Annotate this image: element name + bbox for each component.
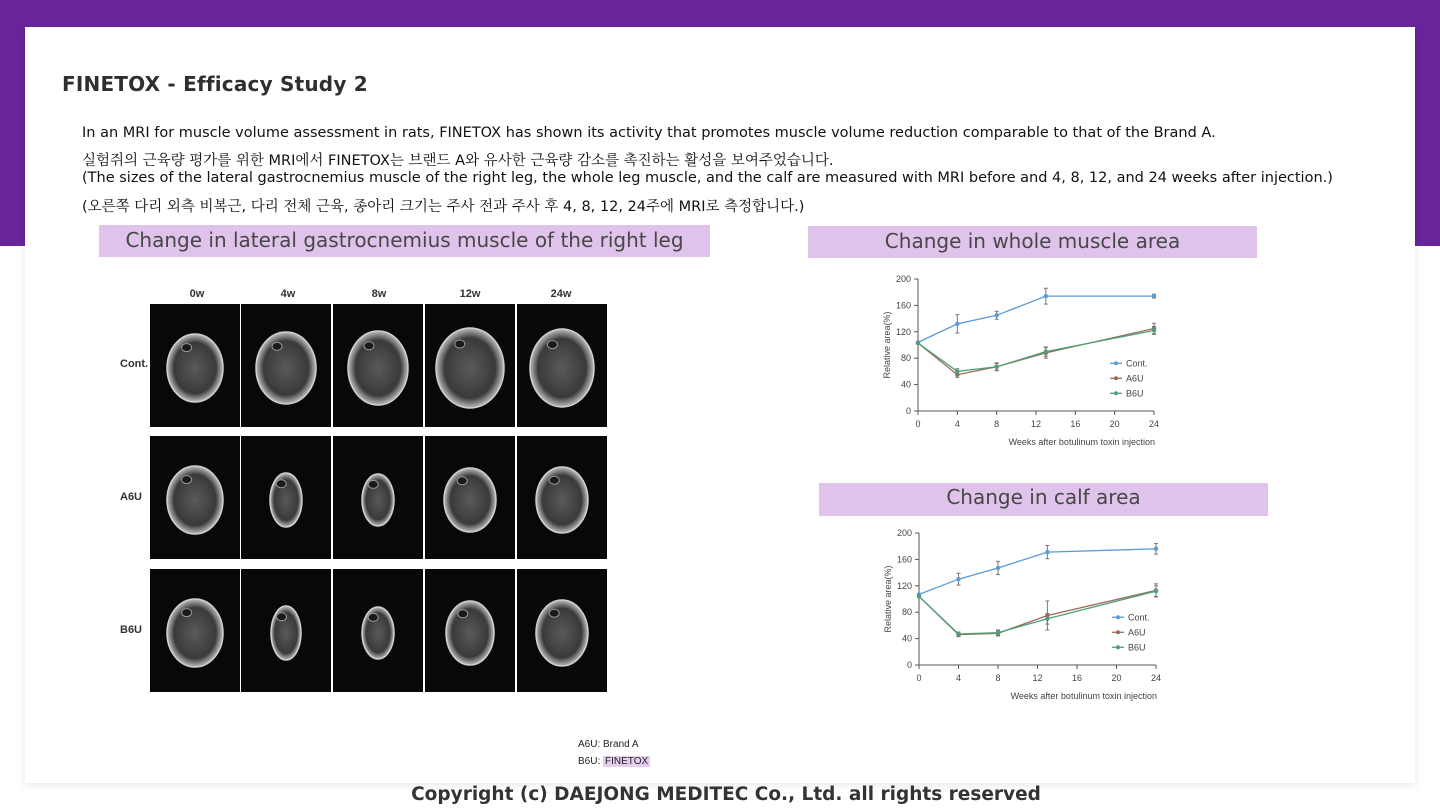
calf-area-line-cont [919,549,1156,595]
calf-area-xtick-8: 8 [995,673,1001,683]
calf-area-chart [878,518,1168,705]
whole-muscle-point-cont-1 [955,322,959,326]
calf-area-legend-marker-cont [1116,615,1120,619]
column-label-4w: 4w [280,288,296,300]
column-label-24w: 24w [550,288,572,300]
calf-area-point-cont-2 [996,566,1000,570]
whole-muscle-point-b6u-3 [1044,349,1048,353]
page-title: FINETOX - Efficacy Study 2 [62,72,368,96]
calf-area-ytick-40: 40 [901,633,912,644]
calf-area-line-b6u [919,591,1156,634]
calf-area-xtick-0: 0 [916,673,922,683]
mri-scan-a6u-12w [425,436,515,559]
whole-muscle-point-b6u-4 [1152,328,1156,332]
whole-muscle-point-b6u-0 [916,341,920,345]
calf-area-legend-marker-b6u [1116,645,1120,649]
calf-area-ytick-200: 200 [896,528,912,538]
legend-note-b6u-prefix: B6U: [578,756,604,767]
measurement-note-english: (The sizes of the lateral gastrocnemius muscle of the right leg, the whole leg muscle, and the calf are measured with MRI before and 4, 8, 12, and 24 weeks after injection.) [82,170,1333,186]
calf-area-legend-b6u: B6U [1128,642,1146,653]
whole-muscle-ytick-80: 80 [900,353,911,364]
calf-area-chart-svg [878,518,1168,705]
whole-muscle-chart [872,262,1168,451]
calf-area-title: Change in calf area [819,483,1268,516]
mri-scan-a6u-0w [150,436,240,559]
whole-muscle-legend-marker-cont [1114,361,1118,365]
legend-note-b6u [578,756,650,767]
whole-muscle-ytick-200: 200 [895,274,911,284]
calf-area-xtick-24: 24 [1150,673,1162,683]
calf-area-xtick-20: 20 [1111,673,1122,683]
calf-area-legend-marker-a6u [1116,630,1120,634]
whole-muscle-xtick-4: 4 [954,419,960,429]
legend-note-a6u: A6U: Brand A [578,739,639,750]
calf-area-point-b6u-0 [917,594,921,598]
whole-muscle-chart-svg [872,262,1168,451]
whole-muscle-point-cont-2 [994,313,998,317]
mri-scan-cont-12w [425,304,515,427]
intro-english: In an MRI for muscle volume assessment in rats, FINETOX has shown its activity that promotes muscle volume reduction comparable to that of the Brand A. [82,125,1216,141]
row-label-a6u: A6U [120,491,143,503]
calf-area-ytick-160: 160 [896,554,912,565]
calf-area-line-a6u [919,590,1156,634]
whole-muscle-xlabel: Weeks after botulinum toxin injection [1008,437,1155,447]
calf-area-point-cont-3 [1045,550,1049,554]
whole-muscle-point-b6u-2 [994,365,998,369]
row-label-b6u: B6U [120,624,143,636]
mri-scan-b6u-24w [517,569,607,692]
measurement-note-korean: (오른쪽 다리 외측 비복근, 다리 전체 근육, 종아리 크기는 주사 전과 주사 후 4, 8, 12, 24주에 MRI로 측정합니다.) [82,199,805,215]
calf-area-point-b6u-2 [996,630,1000,634]
calf-area-xtick-4: 4 [955,673,962,683]
calf-area-xtick-12: 12 [1032,673,1043,683]
mri-scan-cont-0w [150,304,240,427]
whole-muscle-xtick-20: 20 [1109,419,1120,429]
whole-muscle-legend-cont: Cont. [1126,358,1148,369]
calf-area-xtick-16: 16 [1071,673,1083,683]
calf-area-point-cont-1 [956,577,960,581]
whole-muscle-ylabel: Relative area(%) [882,311,892,379]
whole-muscle-legend-marker-b6u [1114,391,1118,395]
whole-muscle-point-b6u-1 [955,369,959,373]
calf-area-point-b6u-1 [956,632,960,636]
whole-muscle-point-cont-4 [1152,294,1156,298]
column-label-8w: 8w [371,288,387,300]
whole-muscle-ytick-0: 0 [905,406,911,416]
calf-area-legend-cont: Cont. [1128,612,1150,623]
mri-section-title: Change in lateral gastrocnemius muscle of the right leg [99,225,710,257]
whole-muscle-legend-b6u: B6U [1126,388,1144,399]
whole-muscle-point-cont-3 [1044,294,1048,298]
legend-note-finetox: FINETOX [605,756,649,767]
whole-muscle-legend-a6u: A6U [1126,373,1144,384]
mri-scan-cont-4w [241,304,331,427]
calf-area-ylabel: Relative area(%) [883,565,893,633]
whole-muscle-xtick-0: 0 [915,419,921,429]
mri-scan-a6u-4w [241,436,331,559]
whole-muscle-xtick-8: 8 [994,419,1000,429]
mri-scan-a6u-24w [517,436,607,559]
calf-area-ytick-120: 120 [896,580,912,591]
copyright-footer: Copyright (c) DAEJONG MEDITEC Co., Ltd. all rights reserved [411,784,1041,805]
column-label-12w: 12w [459,288,481,300]
whole-muscle-xtick-12: 12 [1030,419,1042,429]
calf-area-point-b6u-3 [1045,617,1049,621]
calf-area-xlabel: Weeks after botulinum toxin injection [1010,691,1157,701]
column-label-0w: 0w [189,288,205,300]
calf-area-ytick-0: 0 [906,660,912,670]
calf-area-point-b6u-4 [1154,589,1158,593]
intro-korean: 실험쥐의 근육량 평가를 위한 MRI에서 FINETOX는 브랜드 A와 유사한 근육량 감소를 촉진하는 활성을 보여주었습니다. [82,153,834,169]
calf-area-ytick-80: 80 [901,607,912,618]
calf-area-point-cont-4 [1154,547,1158,551]
mri-scan-b6u-4w [241,569,331,692]
row-label-cont: Cont. [120,358,149,370]
mri-scan-b6u-8w [333,569,423,692]
mri-image-grid [110,278,620,698]
mri-scan-a6u-8w [333,436,423,559]
calf-area-legend-a6u: A6U [1128,627,1146,638]
whole-muscle-xtick-24: 24 [1148,419,1160,429]
mri-scan-cont-24w [517,304,607,427]
mri-scan-b6u-12w [425,569,515,692]
whole-muscle-ytick-40: 40 [900,379,911,390]
mri-scan-cont-8w [333,304,423,427]
whole-muscle-title: Change in whole muscle area [808,226,1257,258]
mri-scan-b6u-0w [150,569,240,692]
whole-muscle-ytick-120: 120 [895,326,911,337]
whole-muscle-line-cont [918,296,1154,342]
whole-muscle-legend-marker-a6u [1114,376,1118,380]
whole-muscle-xtick-16: 16 [1070,419,1081,429]
whole-muscle-ytick-160: 160 [895,300,911,311]
